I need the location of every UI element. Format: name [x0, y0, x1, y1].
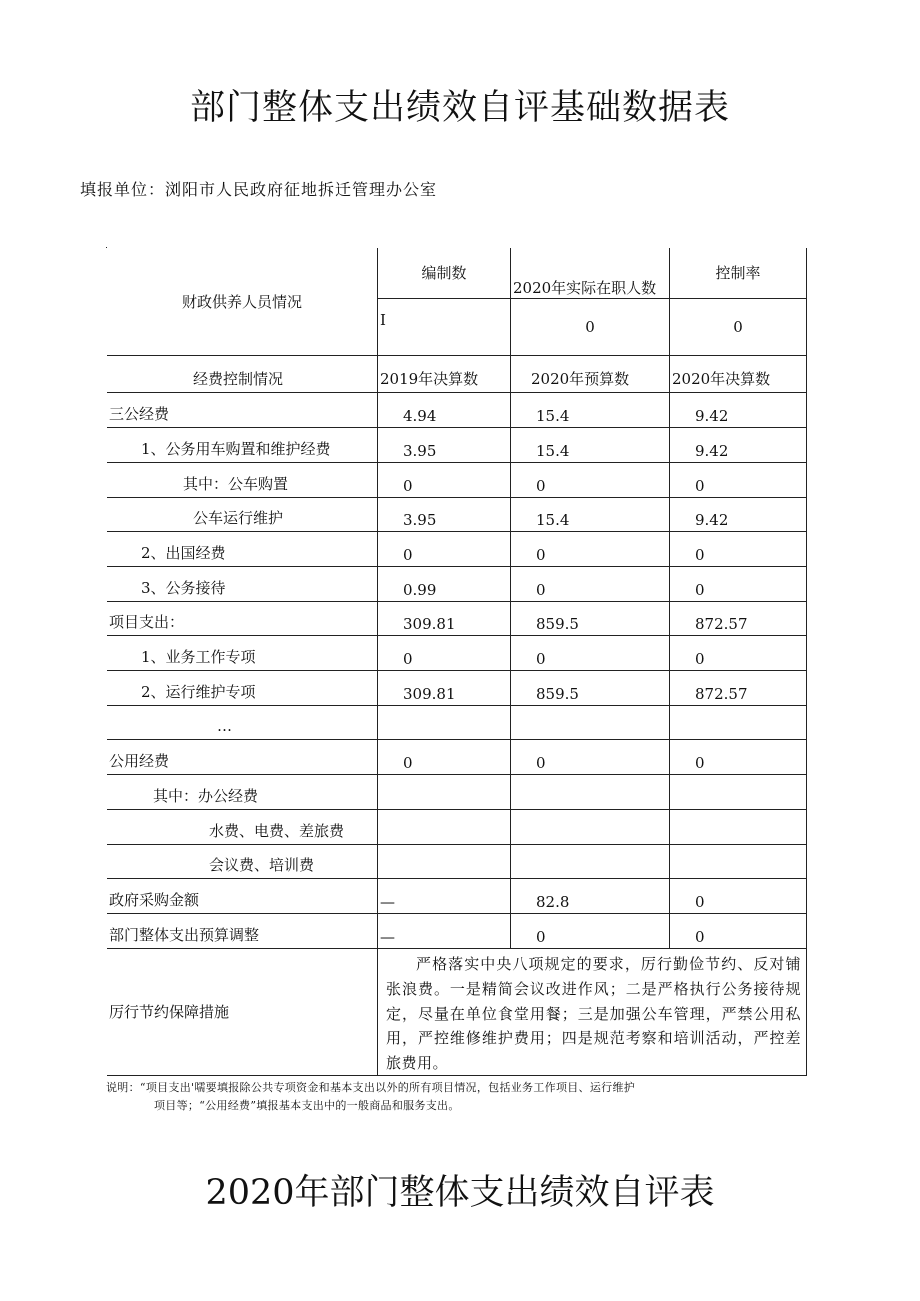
row-value-2020-final — [670, 844, 807, 879]
row-value-2019-final: 0 — [378, 462, 511, 497]
measures-label: 厉行节约保障措施 — [107, 948, 378, 1076]
row-value-2019-final: 0 — [378, 532, 511, 567]
note-line-2: 项目等；“公用经费”填报基本支出中的一般商品和服务支出。 — [154, 1098, 460, 1112]
row-label: 1、公务用车购置和维护经费 — [107, 428, 378, 463]
row-label: 3、公务接待 — [107, 567, 378, 602]
row-value-2020-final — [670, 705, 807, 740]
row-label: 2、运行维护专项 — [107, 671, 378, 706]
expense-header-label: 经费控制情况 — [107, 356, 378, 393]
secondary-title: 2020年部门整体支出绩效自评表 — [205, 1173, 715, 1213]
row-value-2020-final: 0 — [670, 740, 807, 775]
expense-header-2020-budget: 2020年预算数 — [511, 356, 670, 393]
staffing-value-actual: 0 — [511, 299, 670, 356]
row-value-2020-final: 9.42 — [670, 393, 807, 428]
row-value-2020-budget: 859.5 — [511, 671, 670, 706]
row-label: 公车运行维护 — [107, 497, 378, 532]
row-label: 公用经费 — [107, 740, 378, 775]
row-value-2020-final: 872.57 — [670, 601, 807, 636]
row-value-2020-budget: 15.4 — [511, 393, 670, 428]
row-value-2020-budget — [511, 844, 670, 879]
row-value-2019-final: — — [378, 914, 511, 949]
row-value-2020-final: 0 — [670, 532, 807, 567]
row-value-2020-final: 9.42 — [670, 428, 807, 463]
row-value-2020-budget: 0 — [511, 740, 670, 775]
row-value-2020-budget: 0 — [511, 914, 670, 949]
row-value-2020-budget: 15.4 — [511, 428, 670, 463]
measures-text: 严格落实中央八项规定的要求，厉行勤俭节约、反对铺张浪费。一是精简会议改进作风；二是严格执行公务接待规定，尽量在单位食堂用餐；三是加强公车管理，严禁公用私用，严控维修维护费用；四是规范考察和培训活动，严控差旅费用。 — [378, 948, 807, 1076]
row-value-2020-budget: 0 — [511, 636, 670, 671]
staffing-header-actual: 2020年实际在职人数 — [511, 248, 670, 299]
row-value-2019-final — [378, 809, 511, 844]
row-value-2020-final: 0 — [670, 914, 807, 949]
staffing-value-rate: 0 — [670, 299, 807, 356]
row-value-2020-budget: 0 — [511, 532, 670, 567]
staffing-header-authorized: 编制数 — [378, 248, 511, 299]
row-value-2019-final: 309.81 — [378, 601, 511, 636]
row-value-2019-final: 309.81 — [378, 671, 511, 706]
row-label: … — [107, 705, 378, 740]
row-value-2020-budget: 0 — [511, 462, 670, 497]
row-label: 政府采购金额 — [107, 879, 378, 914]
row-value-2020-budget: 15.4 — [511, 497, 670, 532]
row-label: 项目支出： — [107, 601, 378, 636]
row-label: 1、业务工作专项 — [107, 636, 378, 671]
row-value-2020-budget: 859.5 — [511, 601, 670, 636]
row-value-2020-budget — [511, 705, 670, 740]
row-value-2019-final — [378, 775, 511, 810]
row-value-2020-final: 9.42 — [670, 497, 807, 532]
reporting-unit: 填报单位：浏阳市人民政府征地拆迁管理办公室 — [80, 180, 438, 199]
row-value-2019-final: — — [378, 879, 511, 914]
expense-header-2019-final: 2019年决算数 — [378, 356, 511, 393]
row-value-2020-final — [670, 775, 807, 810]
row-label: 部门整体支出预算调整 — [107, 914, 378, 949]
note-line-1: 说明：“项目支出'嚅要填报除公共专项资金和基本支出以外的所有项目情况，包括业务工作项目、运行维护 — [106, 1081, 636, 1094]
row-value-2019-final: 0 — [378, 740, 511, 775]
row-value-2020-final: 0 — [670, 462, 807, 497]
row-label: 2、出国经费 — [107, 532, 378, 567]
row-value-2020-final — [670, 809, 807, 844]
row-value-2019-final: 0 — [378, 636, 511, 671]
row-label: 会议费、培训费 — [107, 844, 378, 879]
row-value-2020-final: 0 — [670, 879, 807, 914]
row-value-2019-final — [378, 705, 511, 740]
staffing-value-authorized: I — [378, 299, 511, 356]
row-value-2019-final: 4.94 — [378, 393, 511, 428]
row-value-2019-final — [378, 844, 511, 879]
staffing-header-rate: 控制率 — [670, 248, 807, 299]
staffing-label: 财政供养人员情况 — [107, 248, 378, 356]
row-value-2020-budget — [511, 809, 670, 844]
row-label: 其中：办公经费 — [107, 775, 378, 810]
row-value-2020-budget: 82.8 — [511, 879, 670, 914]
row-label: 水费、电费、差旅费 — [107, 809, 378, 844]
row-label: 三公经费 — [107, 393, 378, 428]
row-value-2020-budget — [511, 775, 670, 810]
row-value-2020-budget: 0 — [511, 567, 670, 602]
row-label: 其中：公车购置 — [107, 462, 378, 497]
row-value-2019-final: 3.95 — [378, 428, 511, 463]
table-note — [106, 1079, 812, 1114]
expense-header-2020-final: 2020年决算数 — [670, 356, 807, 393]
row-value-2020-final: 0 — [670, 567, 807, 602]
row-value-2019-final: 0.99 — [378, 567, 511, 602]
row-value-2020-final: 0 — [670, 636, 807, 671]
row-value-2019-final: 3.95 — [378, 497, 511, 532]
row-value-2020-final: 872.57 — [670, 671, 807, 706]
data-table — [106, 247, 801, 1072]
page-title: 部门整体支出绩效自评基础数据表 — [189, 88, 730, 128]
